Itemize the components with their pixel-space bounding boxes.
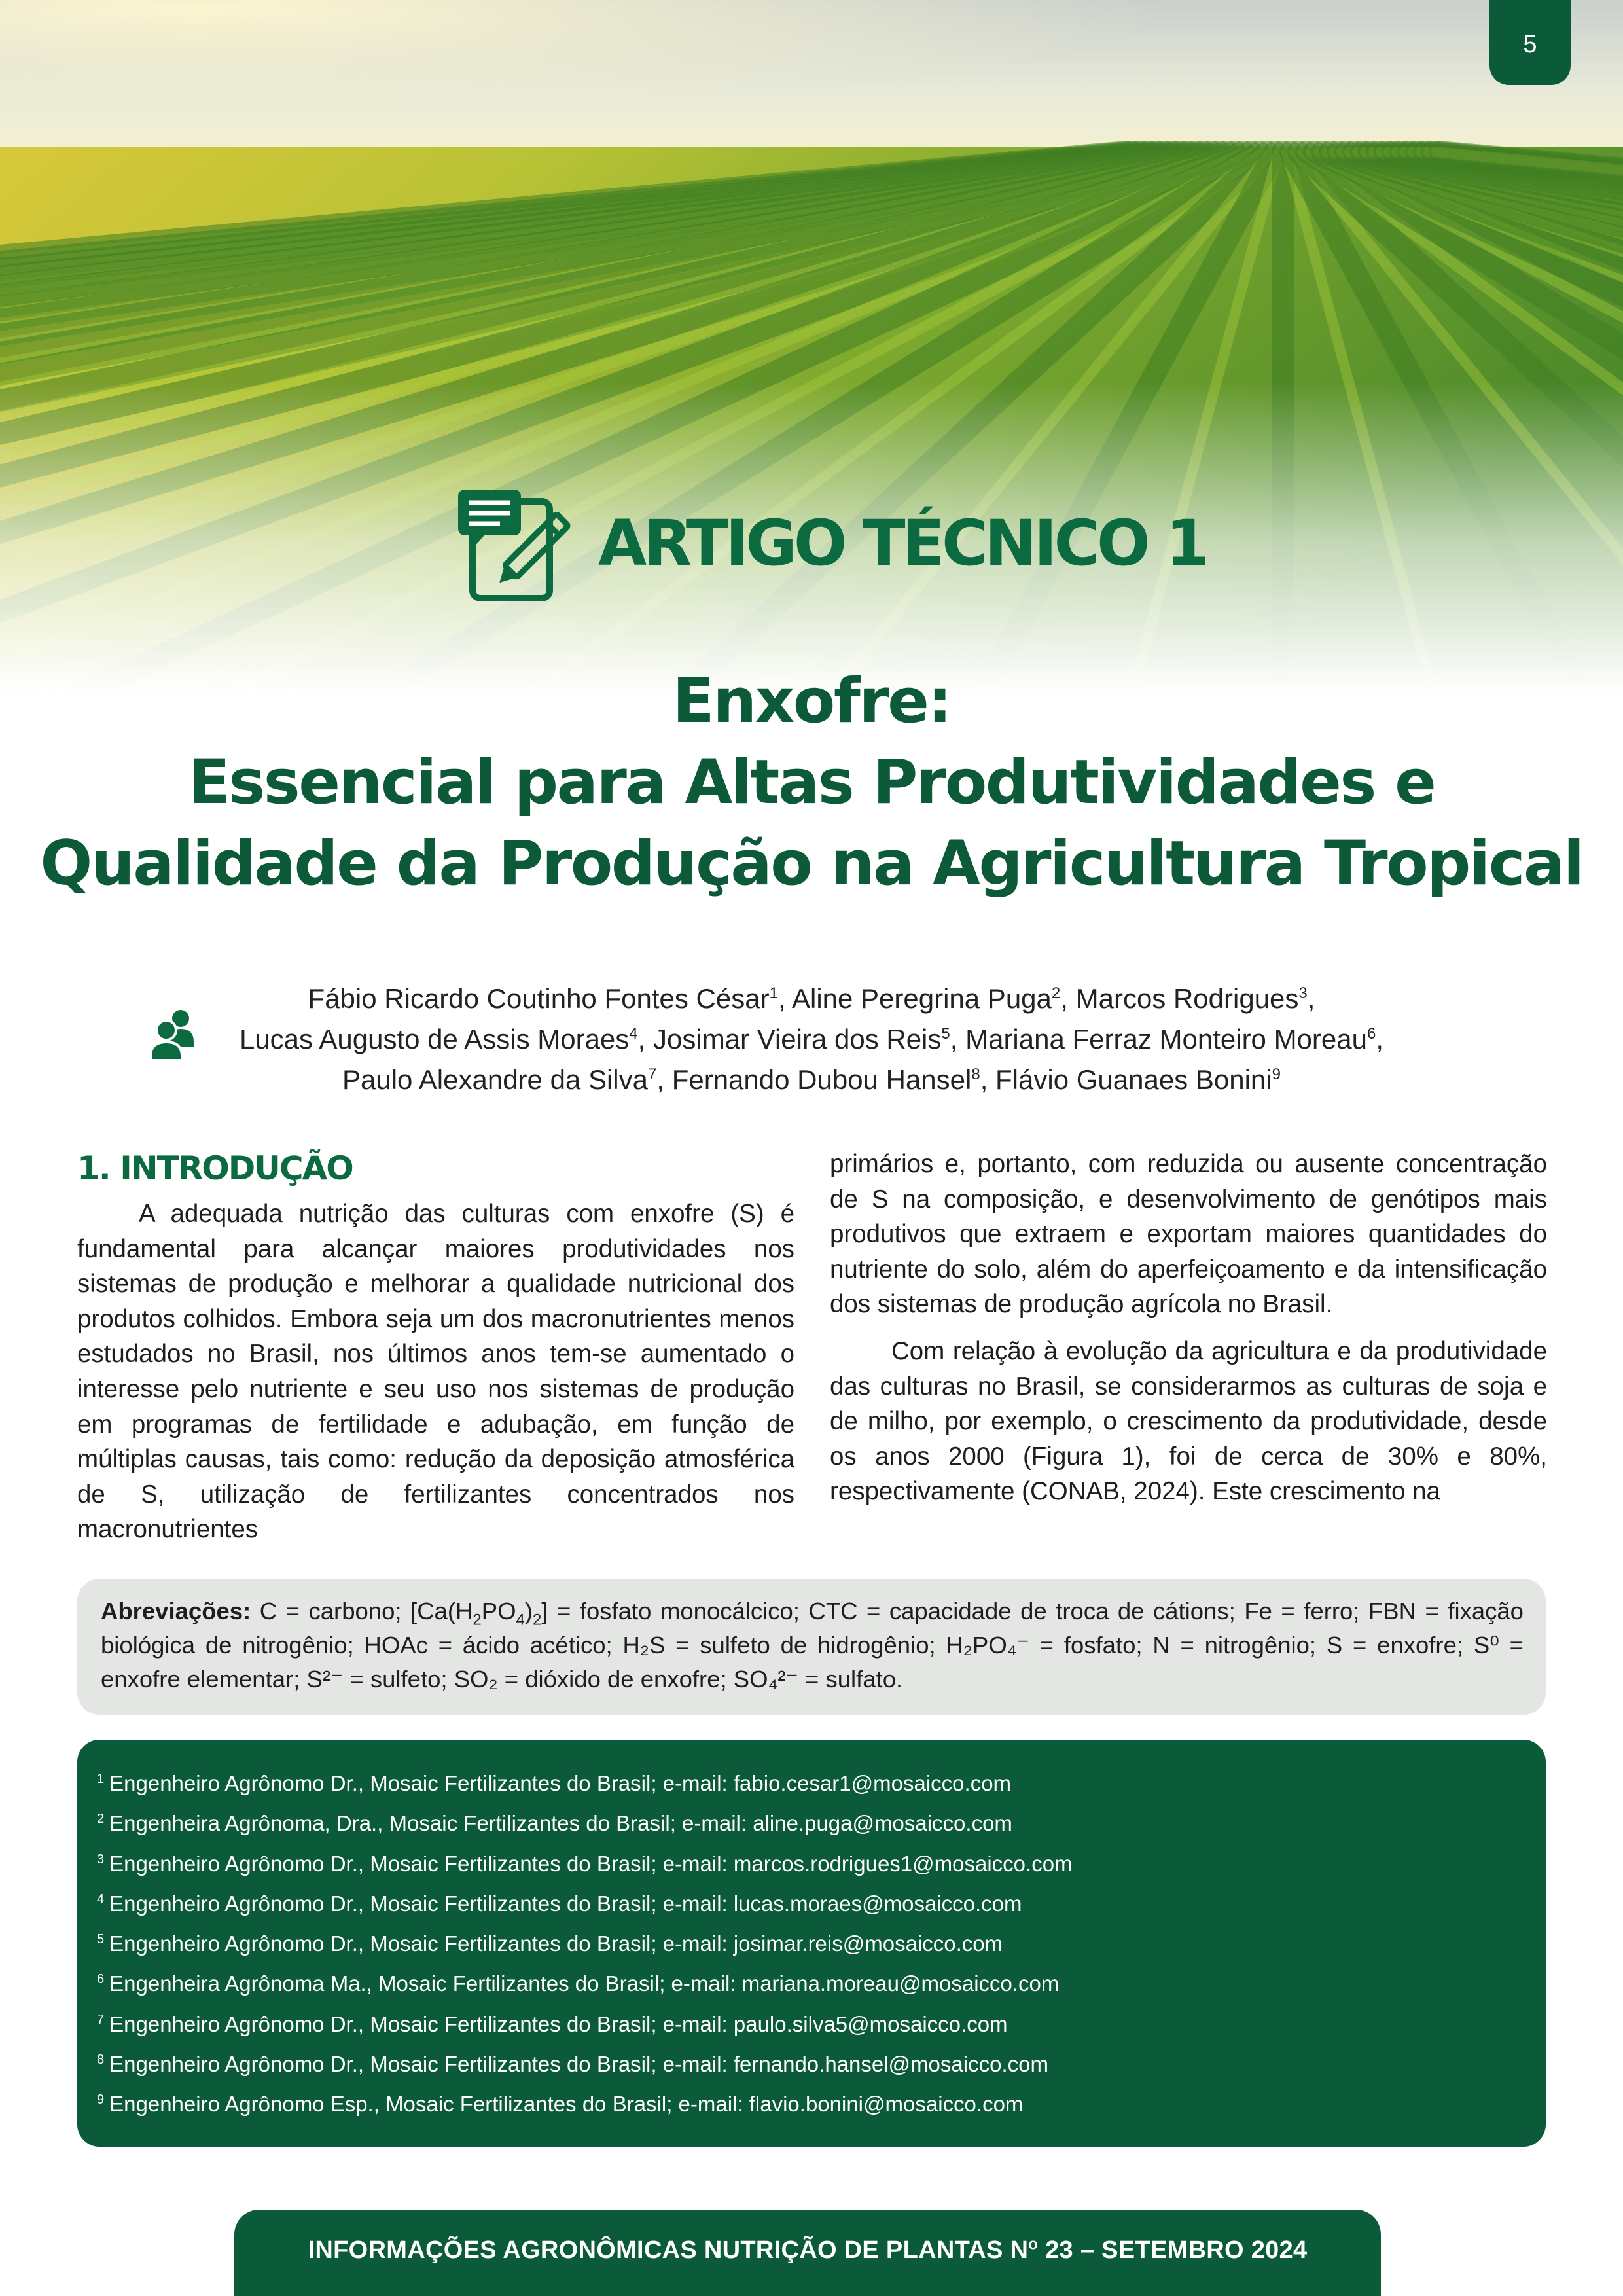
section-label: ARTIGO TÉCNICO 1 (598, 507, 1206, 580)
intro-paragraph-1-continued: primários e, portanto, com reduzida ou ausente concentração de S na composição, e desenvolvimento de genótipos mais produtivos que extraem e exportam maiores quantidades do nutriente do solo, além do aperfeiçoamento e da intensificação dos sistemas de produção agrícola no Brasil. (830, 1150, 1547, 1319)
document-pencil-icon (458, 484, 573, 602)
author-name: Lucas Augusto de Assis Moraes (239, 1024, 630, 1054)
author-ref: 8 (971, 1066, 980, 1083)
affiliation-item: $^9$ Engenheiro Agrônomo Esp., Mosaic Fertilizantes do Brasil; e-mail: flavio.bonini@mosaicco.com (97, 2092, 1024, 2117)
affiliation-item: $^6$ Engenheira Agrônoma Ma., Mosaic Fertilizantes do Brasil; e-mail: mariana.moreau@mosaicco.com (97, 1971, 1060, 1996)
abbreviations-box (77, 1579, 1546, 1715)
footer-text: INFORMAÇÕES AGRONÔMICAS NUTRIÇÃO DE PLANTAS N (308, 2236, 1029, 2264)
abbreviation-item: N = nitrogênio; (1152, 1632, 1317, 1659)
abbreviation-item: SO₄²⁻ = sulfato. (733, 1666, 903, 1693)
author-line-2: Lucas Augusto de Assis Moraes$^4$, Josimar Vieira dos Reis$^5$, Mariana Ferraz Monteiro Moreau$^6$, (239, 1024, 1384, 1054)
affiliation-item: $^5$ Engenheiro Agrônomo Dr., Mosaic Fertilizantes do Brasil; e-mail: josimar.reis@mosaicco.com (97, 1931, 1003, 1956)
abbreviation-item: SO₂ = dióxido de enxofre; (454, 1666, 727, 1693)
intro-paragraph-1: A adequada nutrição das culturas com enxofre (S) é fundamental para alcançar maiores produtividades nos sistemas de produção e melhorar a qualidade nutricional dos produtos colhidos. Embora seja um dos macronutrientes menos estudados no Brasil, nos últimos anos tem-se aumentado o interesse pelo nutriente e seu uso nos sistemas de produção em programas de fertilidade e adubação, em função de múltiplas causas, tais como: redução da deposição atmosférica de S, utilização de fertilizantes concentrados nos macronutrientes (77, 1200, 794, 1544)
intro-paragraph-2: Com relação à evolução da agricultura e da produtividade das culturas no Brasil, se considerarmos as culturas de soja e de milho, por exemplo, o crescimento da produtividade, desde os anos 2000 (Figura 1), foi de cerca de 30% e 80%, respectivamente (CONAB, 2024). Este crescimento na (830, 1336, 1547, 1506)
author-ref: 4 (629, 1025, 638, 1043)
abbreviation-item: S⁰ = enxofre elementar; (101, 1632, 1524, 1693)
author-line-1: Fábio Ricardo Coutinho Fontes César$^1$, Aline Peregrina Puga$^2$, Marcos Rodrigues$^3$, (308, 983, 1315, 1014)
abbreviation-item: CTC = capacidade de troca de cátions; (808, 1598, 1236, 1624)
author-name: Fernando Dubou Hansel (671, 1064, 972, 1095)
author-list (196, 978, 1427, 1100)
author-ref: 6 (1367, 1025, 1376, 1043)
users-icon (151, 1008, 198, 1060)
author-ref: 7 (647, 1066, 657, 1083)
abbreviation-item: S²⁻ = sulfeto; (306, 1666, 448, 1693)
abbreviation-item: Fe = ferro; (1244, 1598, 1360, 1624)
affiliation-item: $^1$ Engenheiro Agrônomo Dr., Mosaic Fertilizantes do Brasil; e-mail: fabio.cesar1@mosaicco.com (97, 1771, 1012, 1795)
abbreviation-item: S = enxofre; (1326, 1632, 1464, 1659)
title-line-3: Qualidade da Produção na Agricultura Tropical (40, 828, 1583, 899)
affiliation-item: $^3$ Engenheiro Agrônomo Dr., Mosaic Fertilizantes do Brasil; e-mail: marcos.rodrigues1@mosaicco.com (97, 1851, 1073, 1876)
body-column-left (77, 1147, 794, 1547)
abbreviation-item: H₂S = sulfeto de hidrogênio; (622, 1632, 936, 1659)
author-name: Aline Peregrina Puga (791, 983, 1052, 1014)
abbreviation-item: H₂PO₄⁻ = fosfato; (946, 1632, 1143, 1659)
section-heading (458, 484, 1206, 602)
affiliation-item: $^2$ Engenheira Agrônoma, Dra., Mosaic Fertilizantes do Brasil; e-mail: aline.puga@mosaicco.com (97, 1811, 1012, 1836)
author-ref: 3 (1298, 984, 1308, 1002)
author-ref: 2 (1051, 984, 1061, 1002)
author-ref: 1 (769, 984, 778, 1002)
body-column-right (830, 1147, 1547, 1509)
author-ref: 9 (1272, 1066, 1281, 1083)
affiliation-item: $^8$ Engenheiro Agrônomo Dr., Mosaic Fertilizantes do Brasil; e-mail: fernando.hansel@mosaicco.com (97, 2052, 1048, 2077)
footer-bar: INFORMAÇÕES AGRONÔMICAS NUTRIÇÃO DE PLANTAS $N^o$ 23 – SETEMBRO 2024 (234, 2210, 1381, 2296)
abbreviations-label: Abreviações: (101, 1598, 251, 1624)
author-name: Josimar Vieira dos Reis (653, 1024, 942, 1054)
title-line-1: Enxofre: (672, 666, 951, 737)
author-name: Marcos Rodrigues (1075, 983, 1299, 1014)
author-ref: 5 (941, 1025, 950, 1043)
author-line-3: Paulo Alexandre da Silva$^7$, Fernando Dubou Hansel$^8$, Flávio Guanaes Bonini$^9$ (342, 1064, 1281, 1095)
author-name: Mariana Ferraz Monteiro Moreau (965, 1024, 1367, 1054)
page-number-tab: 5 (1489, 0, 1571, 85)
article-title (0, 661, 1623, 905)
abbreviation-item: C = carbono; $[Ca(H_2PO_4)_2]$ = fosfato monocálcico; (259, 1598, 800, 1629)
affiliations-box (77, 1740, 1546, 2147)
author-name: Paulo Alexandre da Silva (342, 1064, 648, 1095)
intro-heading: 1. INTRODUÇÃO (77, 1149, 353, 1187)
author-name: Fábio Ricardo Coutinho Fontes César (308, 983, 770, 1014)
author-name: Flávio Guanaes Bonini (995, 1064, 1272, 1095)
abbreviation-item: HOAc = ácido acético; (364, 1632, 613, 1659)
affiliation-item: $^7$ Engenheiro Agrônomo Dr., Mosaic Fertilizantes do Brasil; e-mail: paulo.silva5@mosaicco.com (97, 2011, 1008, 2036)
title-line-2: Essencial para Altas Produtividades e (188, 747, 1435, 818)
abbreviation-item: FBN = fixação biológica de nitrogênio; (101, 1598, 1524, 1659)
affiliation-item: $^4$ Engenheiro Agrônomo Dr., Mosaic Fertilizantes do Brasil; e-mail: lucas.moraes@mosaicco.com (97, 1891, 1022, 1916)
